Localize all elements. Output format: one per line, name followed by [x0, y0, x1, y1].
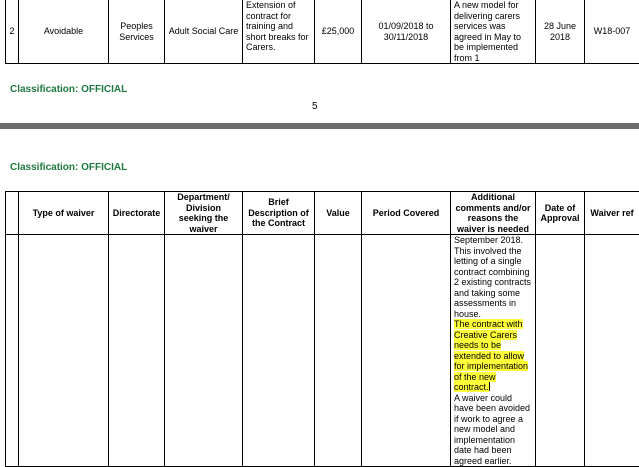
- description-cell: [243, 235, 315, 467]
- header-waiver-ref: Waiver ref: [585, 192, 639, 235]
- header-value: Value: [315, 192, 362, 235]
- date-of-approval-cell: [536, 235, 585, 467]
- comments-cell: A new model for delivering carers services was agreed in May to be implemented from 1: [451, 0, 536, 64]
- description-cell: Extension of contract for training and short breaks for Carers.: [243, 0, 315, 64]
- waiver-table-top: [5, 0, 639, 64]
- page-top: [0, 0, 639, 123]
- directorate-cell: Peoples Services: [109, 0, 165, 64]
- table-row: [6, 0, 639, 64]
- classification-label: Classification: OFFICIAL: [10, 84, 127, 95]
- header-date-of-approval: Date of Approval: [536, 192, 585, 235]
- directorate-cell: [109, 235, 165, 467]
- classification-label: Classification: OFFICIAL: [10, 162, 127, 173]
- header-directorate: Directorate: [109, 192, 165, 235]
- table-header-row: [6, 192, 639, 235]
- department-cell: Adult Social Care: [165, 0, 243, 64]
- comments-text-continued: September 2018. This involved the letting of a single contract combining 2 existing contracts and taking some assessments in house.: [454, 235, 531, 319]
- waiver-ref-cell: W18-007: [585, 0, 639, 64]
- row-number: [6, 235, 19, 467]
- waiver-ref-cell: [585, 235, 639, 467]
- value-cell: [315, 235, 362, 467]
- header-period: Period Covered: [362, 192, 451, 235]
- period-cell: 01/09/2018 to 30/11/2018: [362, 0, 451, 64]
- header-department: Department/ Division seeking the waiver: [165, 192, 243, 235]
- highlighted-comment: The contract with Creative Carers needs to be extended to allow for implementation of the new contract.: [454, 319, 528, 392]
- table-row: [6, 235, 639, 467]
- page-number: 5: [312, 101, 318, 112]
- header-number: [6, 192, 19, 235]
- date-of-approval-cell: 28 June 2018: [536, 0, 585, 64]
- page-bottom: [0, 129, 639, 449]
- row-number: 2: [6, 0, 19, 64]
- header-type-of-waiver: Type of waiver: [19, 192, 109, 235]
- value-cell: £25,000: [315, 0, 362, 64]
- comments-cell[interactable]: [451, 235, 536, 467]
- type-of-waiver-cell: Avoidable: [19, 0, 109, 64]
- text-cursor: [489, 382, 490, 391]
- period-cell: [362, 235, 451, 467]
- comments-text-end: A waiver could have been avoided if work to agree a new model and implementation date had been agreed earlier.: [454, 393, 530, 466]
- type-of-waiver-cell: [19, 235, 109, 467]
- header-description: Brief Description of the Contract: [243, 192, 315, 235]
- waiver-table-bottom: [5, 191, 639, 467]
- department-cell: [165, 235, 243, 467]
- header-comments: Additional comments and/or reasons the waiver is needed: [451, 192, 536, 235]
